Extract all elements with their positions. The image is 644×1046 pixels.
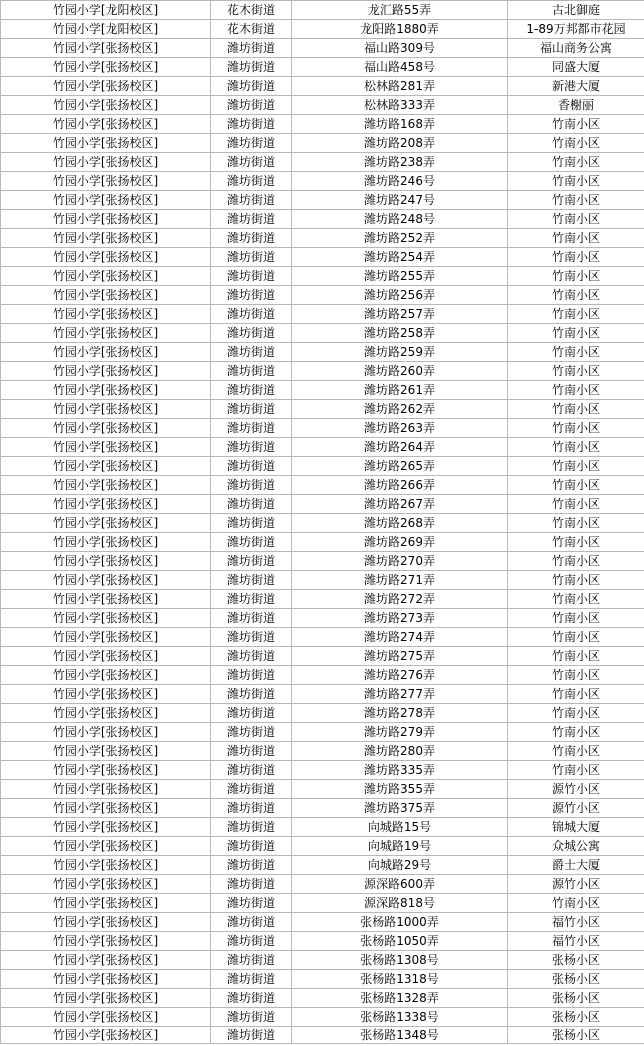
community-cell: 1-89万邦都市花园 <box>508 20 644 39</box>
table-row <box>1 856 644 875</box>
street-cell: 潍坊街道 <box>211 894 292 913</box>
school-cell: 竹园小学[张扬校区] <box>1 191 211 210</box>
table-row <box>1 419 644 438</box>
community-cell: 竹南小区 <box>508 894 644 913</box>
address-cell: 福山路458号 <box>292 58 508 77</box>
school-cell: 竹园小学[张扬校区] <box>1 704 211 723</box>
school-cell: 竹园小学[张扬校区] <box>1 628 211 647</box>
table-row <box>1 514 644 533</box>
community-cell: 竹南小区 <box>508 476 644 495</box>
community-cell: 源竹小区 <box>508 780 644 799</box>
address-cell: 潍坊路259弄 <box>292 343 508 362</box>
school-cell: 竹园小学[张扬校区] <box>1 115 211 134</box>
community-cell: 竹南小区 <box>508 723 644 742</box>
community-cell: 同盛大厦 <box>508 58 644 77</box>
street-cell: 潍坊街道 <box>211 172 292 191</box>
street-cell: 潍坊街道 <box>211 685 292 704</box>
table-row <box>1 1 644 20</box>
community-cell: 竹南小区 <box>508 134 644 153</box>
community-cell: 竹南小区 <box>508 590 644 609</box>
community-cell: 众城公寓 <box>508 837 644 856</box>
street-cell: 潍坊街道 <box>211 381 292 400</box>
address-cell: 张杨路1338号 <box>292 1008 508 1027</box>
street-cell: 潍坊街道 <box>211 837 292 856</box>
address-cell: 张杨路1000弄 <box>292 913 508 932</box>
address-cell: 潍坊路269弄 <box>292 533 508 552</box>
address-cell: 潍坊路256弄 <box>292 286 508 305</box>
school-cell: 竹园小学[张扬校区] <box>1 96 211 115</box>
table-row <box>1 153 644 172</box>
table-row <box>1 685 644 704</box>
school-cell: 竹园小学[张扬校区] <box>1 685 211 704</box>
address-cell: 龙汇路55弄 <box>292 1 508 20</box>
table-row <box>1 248 644 267</box>
street-cell: 潍坊街道 <box>211 609 292 628</box>
table-row <box>1 894 644 913</box>
school-cell: 竹园小学[张扬校区] <box>1 495 211 514</box>
community-cell: 竹南小区 <box>508 115 644 134</box>
address-cell: 向城路15号 <box>292 818 508 837</box>
community-cell: 爵士大厦 <box>508 856 644 875</box>
community-cell: 香榭丽 <box>508 96 644 115</box>
community-cell: 竹南小区 <box>508 381 644 400</box>
address-cell: 潍坊路168弄 <box>292 115 508 134</box>
street-cell: 潍坊街道 <box>211 552 292 571</box>
street-cell: 潍坊街道 <box>211 799 292 818</box>
street-cell: 潍坊街道 <box>211 590 292 609</box>
street-cell: 潍坊街道 <box>211 723 292 742</box>
table-row <box>1 533 644 552</box>
community-cell: 竹南小区 <box>508 533 644 552</box>
address-cell: 潍坊路280弄 <box>292 742 508 761</box>
community-cell: 竹南小区 <box>508 324 644 343</box>
school-cell: 竹园小学[张扬校区] <box>1 932 211 951</box>
school-cell: 竹园小学[龙阳校区] <box>1 20 211 39</box>
school-cell: 竹园小学[张扬校区] <box>1 970 211 989</box>
address-cell: 潍坊路255弄 <box>292 267 508 286</box>
school-cell: 竹园小学[张扬校区] <box>1 609 211 628</box>
street-cell: 潍坊街道 <box>211 970 292 989</box>
community-cell: 竹南小区 <box>508 210 644 229</box>
school-cell: 竹园小学[张扬校区] <box>1 837 211 856</box>
table-row <box>1 590 644 609</box>
address-cell: 潍坊路262弄 <box>292 400 508 419</box>
table-row <box>1 495 644 514</box>
table-row <box>1 229 644 248</box>
address-cell: 潍坊路267弄 <box>292 495 508 514</box>
table-row <box>1 742 644 761</box>
address-cell: 潍坊路271弄 <box>292 571 508 590</box>
table-row <box>1 628 644 647</box>
school-cell: 竹园小学[张扬校区] <box>1 286 211 305</box>
address-cell: 潍坊路246号 <box>292 172 508 191</box>
community-cell: 福竹小区 <box>508 932 644 951</box>
street-cell: 潍坊街道 <box>211 704 292 723</box>
street-cell: 潍坊街道 <box>211 875 292 894</box>
school-cell: 竹园小学[张扬校区] <box>1 761 211 780</box>
school-cell: 竹园小学[张扬校区] <box>1 419 211 438</box>
school-cell: 竹园小学[张扬校区] <box>1 457 211 476</box>
school-cell: 竹园小学[张扬校区] <box>1 647 211 666</box>
address-cell: 潍坊路268弄 <box>292 514 508 533</box>
address-cell: 潍坊路355弄 <box>292 780 508 799</box>
address-cell: 张杨路1318号 <box>292 970 508 989</box>
table-row <box>1 932 644 951</box>
table-row <box>1 476 644 495</box>
table-row <box>1 666 644 685</box>
school-cell: 竹园小学[张扬校区] <box>1 533 211 552</box>
school-cell: 竹园小学[张扬校区] <box>1 780 211 799</box>
table-row <box>1 970 644 989</box>
table-row <box>1 210 644 229</box>
table-row <box>1 438 644 457</box>
address-cell: 潍坊路278弄 <box>292 704 508 723</box>
street-cell: 潍坊街道 <box>211 514 292 533</box>
table-row <box>1 552 644 571</box>
street-cell: 潍坊街道 <box>211 856 292 875</box>
table-row <box>1 647 644 666</box>
street-cell: 潍坊街道 <box>211 913 292 932</box>
address-cell: 松林路333弄 <box>292 96 508 115</box>
school-cell: 竹园小学[张扬校区] <box>1 267 211 286</box>
school-cell: 竹园小学[张扬校区] <box>1 134 211 153</box>
street-cell: 潍坊街道 <box>211 495 292 514</box>
address-cell: 潍坊路275弄 <box>292 647 508 666</box>
community-cell: 竹南小区 <box>508 419 644 438</box>
school-cell: 竹园小学[张扬校区] <box>1 742 211 761</box>
school-cell: 竹园小学[张扬校区] <box>1 210 211 229</box>
street-cell: 潍坊街道 <box>211 1027 292 1044</box>
table-row <box>1 39 644 58</box>
street-cell: 潍坊街道 <box>211 305 292 324</box>
address-cell: 潍坊路270弄 <box>292 552 508 571</box>
street-cell: 潍坊街道 <box>211 229 292 248</box>
address-cell: 张杨路1050弄 <box>292 932 508 951</box>
table-row <box>1 286 644 305</box>
community-cell: 福山商务公寓 <box>508 39 644 58</box>
school-cell: 竹园小学[张扬校区] <box>1 1008 211 1027</box>
community-cell: 源竹小区 <box>508 875 644 894</box>
street-cell: 潍坊街道 <box>211 438 292 457</box>
school-cell: 竹园小学[张扬校区] <box>1 229 211 248</box>
community-cell: 新港大厦 <box>508 77 644 96</box>
address-cell: 潍坊路335弄 <box>292 761 508 780</box>
school-cell: 竹园小学[张扬校区] <box>1 58 211 77</box>
school-cell: 竹园小学[张扬校区] <box>1 989 211 1008</box>
street-cell: 潍坊街道 <box>211 476 292 495</box>
street-cell: 潍坊街道 <box>211 647 292 666</box>
address-cell: 松林路281弄 <box>292 77 508 96</box>
school-cell: 竹园小学[张扬校区] <box>1 305 211 324</box>
table-row <box>1 780 644 799</box>
address-cell: 潍坊路261弄 <box>292 381 508 400</box>
table-row <box>1 191 644 210</box>
address-cell: 潍坊路274弄 <box>292 628 508 647</box>
address-table-body <box>1 1 644 1044</box>
school-cell: 竹园小学[张扬校区] <box>1 39 211 58</box>
school-cell: 竹园小学[张扬校区] <box>1 666 211 685</box>
table-row <box>1 761 644 780</box>
address-cell: 潍坊路263弄 <box>292 419 508 438</box>
table-row <box>1 134 644 153</box>
community-cell: 张杨小区 <box>508 1008 644 1027</box>
street-cell: 潍坊街道 <box>211 666 292 685</box>
street-cell: 花木街道 <box>211 1 292 20</box>
address-cell: 潍坊路258弄 <box>292 324 508 343</box>
school-cell: 竹园小学[张扬校区] <box>1 571 211 590</box>
community-cell: 竹南小区 <box>508 685 644 704</box>
school-cell: 竹园小学[张扬校区] <box>1 514 211 533</box>
street-cell: 潍坊街道 <box>211 96 292 115</box>
community-cell: 张杨小区 <box>508 970 644 989</box>
community-cell: 竹南小区 <box>508 400 644 419</box>
table-row <box>1 913 644 932</box>
street-cell: 潍坊街道 <box>211 134 292 153</box>
address-cell: 潍坊路260弄 <box>292 362 508 381</box>
street-cell: 潍坊街道 <box>211 457 292 476</box>
address-cell: 潍坊路266弄 <box>292 476 508 495</box>
address-cell: 向城路29号 <box>292 856 508 875</box>
street-cell: 潍坊街道 <box>211 248 292 267</box>
community-cell: 竹南小区 <box>508 457 644 476</box>
address-cell: 潍坊路277弄 <box>292 685 508 704</box>
community-cell: 竹南小区 <box>508 267 644 286</box>
table-row <box>1 20 644 39</box>
community-cell: 古北御庭 <box>508 1 644 20</box>
community-cell: 张杨小区 <box>508 989 644 1008</box>
street-cell: 潍坊街道 <box>211 286 292 305</box>
table-row <box>1 571 644 590</box>
community-cell: 竹南小区 <box>508 343 644 362</box>
community-cell: 竹南小区 <box>508 761 644 780</box>
address-cell: 潍坊路265弄 <box>292 457 508 476</box>
community-cell: 竹南小区 <box>508 172 644 191</box>
table-row <box>1 875 644 894</box>
community-cell: 竹南小区 <box>508 305 644 324</box>
community-cell: 竹南小区 <box>508 438 644 457</box>
community-cell: 张杨小区 <box>508 1027 644 1044</box>
address-cell: 潍坊路276弄 <box>292 666 508 685</box>
community-cell: 竹南小区 <box>508 229 644 248</box>
street-cell: 潍坊街道 <box>211 761 292 780</box>
school-cell: 竹园小学[张扬校区] <box>1 400 211 419</box>
school-cell: 竹园小学[张扬校区] <box>1 913 211 932</box>
table-row <box>1 381 644 400</box>
community-cell: 竹南小区 <box>508 191 644 210</box>
street-cell: 潍坊街道 <box>211 533 292 552</box>
table-row <box>1 362 644 381</box>
community-cell: 竹南小区 <box>508 552 644 571</box>
street-cell: 花木街道 <box>211 20 292 39</box>
address-cell: 潍坊路208弄 <box>292 134 508 153</box>
table-row <box>1 609 644 628</box>
community-cell: 竹南小区 <box>508 286 644 305</box>
table-row <box>1 723 644 742</box>
community-cell: 竹南小区 <box>508 248 644 267</box>
address-cell: 潍坊路238弄 <box>292 153 508 172</box>
table-row <box>1 324 644 343</box>
address-cell: 源深路818号 <box>292 894 508 913</box>
school-cell: 竹园小学[张扬校区] <box>1 343 211 362</box>
table-row <box>1 818 644 837</box>
street-cell: 潍坊街道 <box>211 267 292 286</box>
street-cell: 潍坊街道 <box>211 932 292 951</box>
table-row <box>1 989 644 1008</box>
community-cell: 锦城大厦 <box>508 818 644 837</box>
school-cell: 竹园小学[张扬校区] <box>1 552 211 571</box>
table-row <box>1 951 644 970</box>
table-row <box>1 1008 644 1027</box>
table-row <box>1 58 644 77</box>
school-cell: 竹园小学[张扬校区] <box>1 894 211 913</box>
address-cell: 潍坊路254弄 <box>292 248 508 267</box>
school-cell: 竹园小学[龙阳校区] <box>1 1 211 20</box>
street-cell: 潍坊街道 <box>211 951 292 970</box>
community-cell: 竹南小区 <box>508 742 644 761</box>
street-cell: 潍坊街道 <box>211 818 292 837</box>
address-cell: 潍坊路272弄 <box>292 590 508 609</box>
table-row <box>1 172 644 191</box>
community-cell: 竹南小区 <box>508 514 644 533</box>
school-cell: 竹园小学[张扬校区] <box>1 476 211 495</box>
street-cell: 潍坊街道 <box>211 210 292 229</box>
community-cell: 竹南小区 <box>508 571 644 590</box>
address-cell: 潍坊路252弄 <box>292 229 508 248</box>
school-cell: 竹园小学[张扬校区] <box>1 172 211 191</box>
community-cell: 源竹小区 <box>508 799 644 818</box>
address-cell: 张杨路1308号 <box>292 951 508 970</box>
community-cell: 张杨小区 <box>508 951 644 970</box>
street-cell: 潍坊街道 <box>211 58 292 77</box>
table-row <box>1 343 644 362</box>
school-cell: 竹园小学[张扬校区] <box>1 590 211 609</box>
table-row <box>1 704 644 723</box>
address-cell: 龙阳路1880弄 <box>292 20 508 39</box>
street-cell: 潍坊街道 <box>211 343 292 362</box>
address-cell: 潍坊路279弄 <box>292 723 508 742</box>
street-cell: 潍坊街道 <box>211 571 292 590</box>
address-cell: 张杨路1348号 <box>292 1027 508 1044</box>
street-cell: 潍坊街道 <box>211 419 292 438</box>
table-row <box>1 77 644 96</box>
school-cell: 竹园小学[张扬校区] <box>1 875 211 894</box>
table-row <box>1 799 644 818</box>
community-cell: 福竹小区 <box>508 913 644 932</box>
school-cell: 竹园小学[张扬校区] <box>1 153 211 172</box>
address-cell: 福山路309号 <box>292 39 508 58</box>
street-cell: 潍坊街道 <box>211 1008 292 1027</box>
table-row <box>1 305 644 324</box>
street-cell: 潍坊街道 <box>211 39 292 58</box>
school-cell: 竹园小学[张扬校区] <box>1 362 211 381</box>
address-cell: 潍坊路273弄 <box>292 609 508 628</box>
table-row <box>1 96 644 115</box>
school-cell: 竹园小学[张扬校区] <box>1 723 211 742</box>
street-cell: 潍坊街道 <box>211 628 292 647</box>
address-cell: 潍坊路248号 <box>292 210 508 229</box>
school-cell: 竹园小学[张扬校区] <box>1 248 211 267</box>
table-row <box>1 115 644 134</box>
school-cell: 竹园小学[张扬校区] <box>1 818 211 837</box>
school-cell: 竹园小学[张扬校区] <box>1 77 211 96</box>
table-row <box>1 267 644 286</box>
address-cell: 张杨路1328弄 <box>292 989 508 1008</box>
table-row <box>1 837 644 856</box>
community-cell: 竹南小区 <box>508 704 644 723</box>
address-cell: 潍坊路257弄 <box>292 305 508 324</box>
street-cell: 潍坊街道 <box>211 742 292 761</box>
street-cell: 潍坊街道 <box>211 780 292 799</box>
community-cell: 竹南小区 <box>508 628 644 647</box>
street-cell: 潍坊街道 <box>211 362 292 381</box>
street-cell: 潍坊街道 <box>211 115 292 134</box>
community-cell: 竹南小区 <box>508 153 644 172</box>
address-cell: 源深路600弄 <box>292 875 508 894</box>
school-cell: 竹园小学[张扬校区] <box>1 1027 211 1044</box>
street-cell: 潍坊街道 <box>211 989 292 1008</box>
community-cell: 竹南小区 <box>508 666 644 685</box>
address-cell: 潍坊路247号 <box>292 191 508 210</box>
address-cell: 向城路19号 <box>292 837 508 856</box>
street-cell: 潍坊街道 <box>211 77 292 96</box>
school-cell: 竹园小学[张扬校区] <box>1 324 211 343</box>
school-cell: 竹园小学[张扬校区] <box>1 799 211 818</box>
school-cell: 竹园小学[张扬校区] <box>1 856 211 875</box>
table-row <box>1 400 644 419</box>
school-cell: 竹园小学[张扬校区] <box>1 951 211 970</box>
community-cell: 竹南小区 <box>508 495 644 514</box>
street-cell: 潍坊街道 <box>211 153 292 172</box>
school-cell: 竹园小学[张扬校区] <box>1 438 211 457</box>
street-cell: 潍坊街道 <box>211 191 292 210</box>
community-cell: 竹南小区 <box>508 647 644 666</box>
table-row <box>1 457 644 476</box>
street-cell: 潍坊街道 <box>211 400 292 419</box>
table-row <box>1 1027 644 1044</box>
school-cell: 竹园小学[张扬校区] <box>1 381 211 400</box>
street-cell: 潍坊街道 <box>211 324 292 343</box>
address-cell: 潍坊路264弄 <box>292 438 508 457</box>
community-cell: 竹南小区 <box>508 609 644 628</box>
address-cell: 潍坊路375弄 <box>292 799 508 818</box>
community-cell: 竹南小区 <box>508 362 644 381</box>
